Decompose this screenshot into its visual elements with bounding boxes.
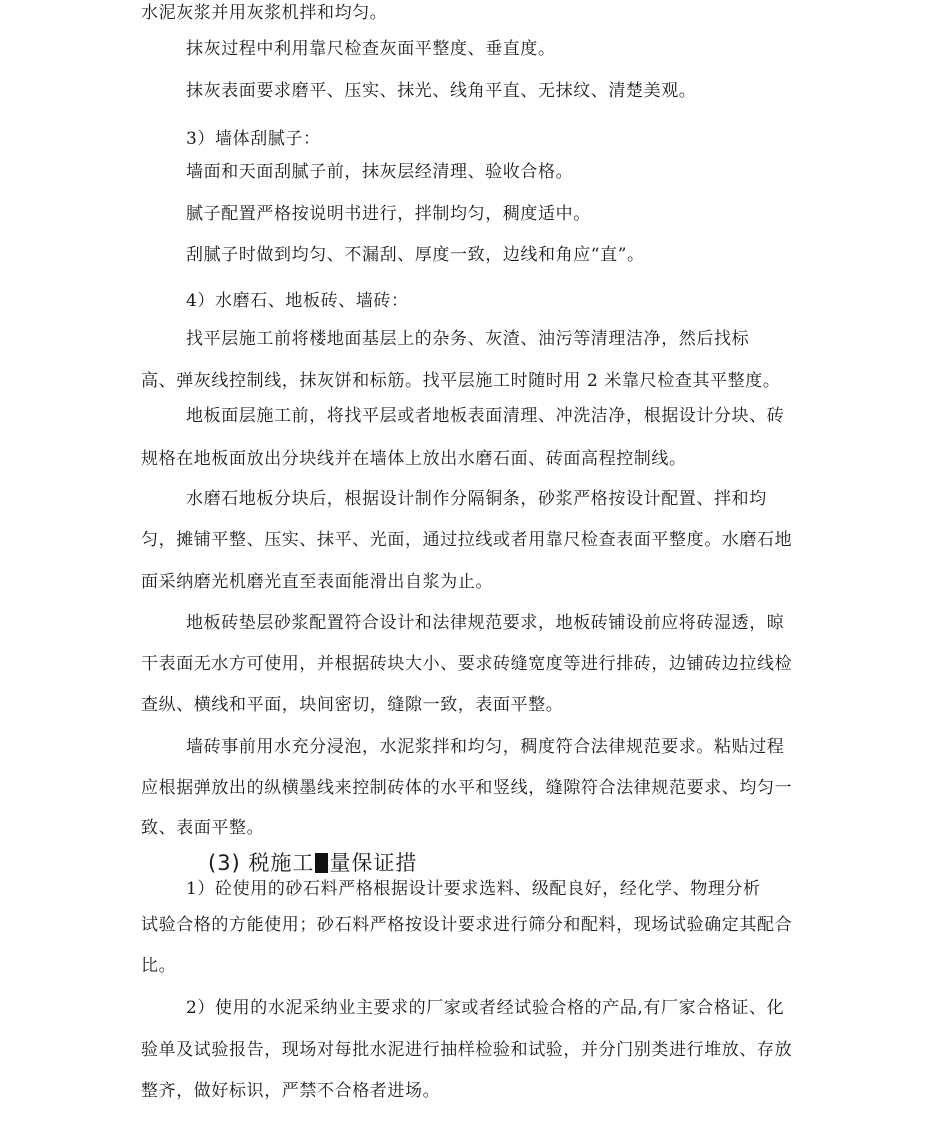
paragraph-line: 比。 — [141, 956, 177, 976]
paragraph-line: 抹灰表面要求磨平、压实、抹光、线角平直、无抹纹、清楚美观。 — [186, 81, 697, 101]
paragraph-line: 整齐，做好标识，严禁不合格者进场。 — [141, 1081, 441, 1101]
paragraph-line: 地板砖垫层砂浆配置符合设计和法律规范要求，地板砖铺设前应将砖湿透，晾 — [186, 613, 785, 633]
section-heading-text-cont: 量保证措 — [329, 851, 418, 875]
paragraph-line: 匀，摊铺平整、压实、抹平、光面，通过拉线或者用靠尺检查表面平整度。水磨石地 — [141, 530, 793, 550]
paragraph-line: 墙面和天面刮腻子前，抹灰层经清理、验收合格。 — [186, 162, 574, 182]
paragraph-line: 刮腻子时做到均匀、不漏刮、厚度一致，边线和角应“直”。 — [186, 245, 645, 265]
paragraph-line: 规格在地板面放出分块线并在墙体上放出水磨石面、砖面高程控制线。 — [141, 449, 687, 469]
paragraph-line: 查纵、横线和平面，块间密切，缝隙一致，表面平整。 — [141, 695, 564, 715]
paragraph-line: 验单及试验报告，现场对每批水泥进行抽样检验和试验，并分门别类进行堆放、存放 — [141, 1040, 793, 1060]
section-heading-text: 税施工 — [248, 851, 315, 875]
paragraph-line: 1）砼使用的砂石料严格根据设计要求选料、级配良好，经化学、物理分析 — [186, 879, 761, 899]
paragraph-line: 墙砖事前用水充分浸泡，水泥浆拌和均匀，稠度符合法律规范要求。粘贴过程 — [186, 737, 785, 757]
paragraph-line: 地板面层施工前，将找平层或者地板表面清理、冲洗洁净，根据设计分块、砖 — [186, 406, 785, 426]
paragraph-line: 干表面无水方可使用，并根据砖块大小、要求砖缝宽度等进行排砖，边铺砖边拉线检 — [141, 654, 793, 674]
paragraph-line: 找平层施工前将楼地面基层上的杂务、灰渣、油污等清理洁净，然后找标 — [186, 329, 750, 349]
paragraph-line: 致、表面平整。 — [141, 818, 265, 838]
paragraph-line: 面采纳磨光机磨光直至表面能滑出自浆为止。 — [141, 572, 493, 592]
subsection-title: 4）水磨石、地板砖、墙砖： — [186, 291, 409, 311]
paragraph-line: 水泥灰浆并用灰浆机拌和均匀。 — [141, 3, 388, 23]
section-heading — [208, 850, 417, 876]
paragraph-line: 水磨石地板分块后，根据设计制作分隔铜条，砂浆严格按设计配置、拌和均 — [186, 489, 767, 509]
paragraph-line: 试验合格的方能使用；砂石料严格按设计要求进行筛分和配料，现场试验确定其配合 — [141, 915, 793, 935]
paragraph-line: 抹灰过程中利用靠尺检查灰面平整度、垂直度。 — [186, 39, 556, 59]
subsection-title: 3）墙体刮腻子： — [186, 129, 321, 149]
paragraph-line: 应根据弹放出的纵横墨线来控制砖体的水平和竖线，缝隙符合法律规范要求、均匀一 — [141, 778, 793, 798]
redaction-mark — [315, 853, 328, 873]
section-heading-number: (3) — [208, 851, 241, 875]
paragraph-line: 2）使用的水泥采纳业主要求的厂家或者经试验合格的产品,有厂家合格证、化 — [186, 998, 785, 1018]
paragraph-line: 高、弹灰线控制线，抹灰饼和标筋。找平层施工时随时用 2 米靠尺检查其平整度。 — [141, 371, 781, 391]
paragraph-line: 腻子配置严格按说明书进行，拌制均匀，稠度适中。 — [186, 204, 591, 224]
